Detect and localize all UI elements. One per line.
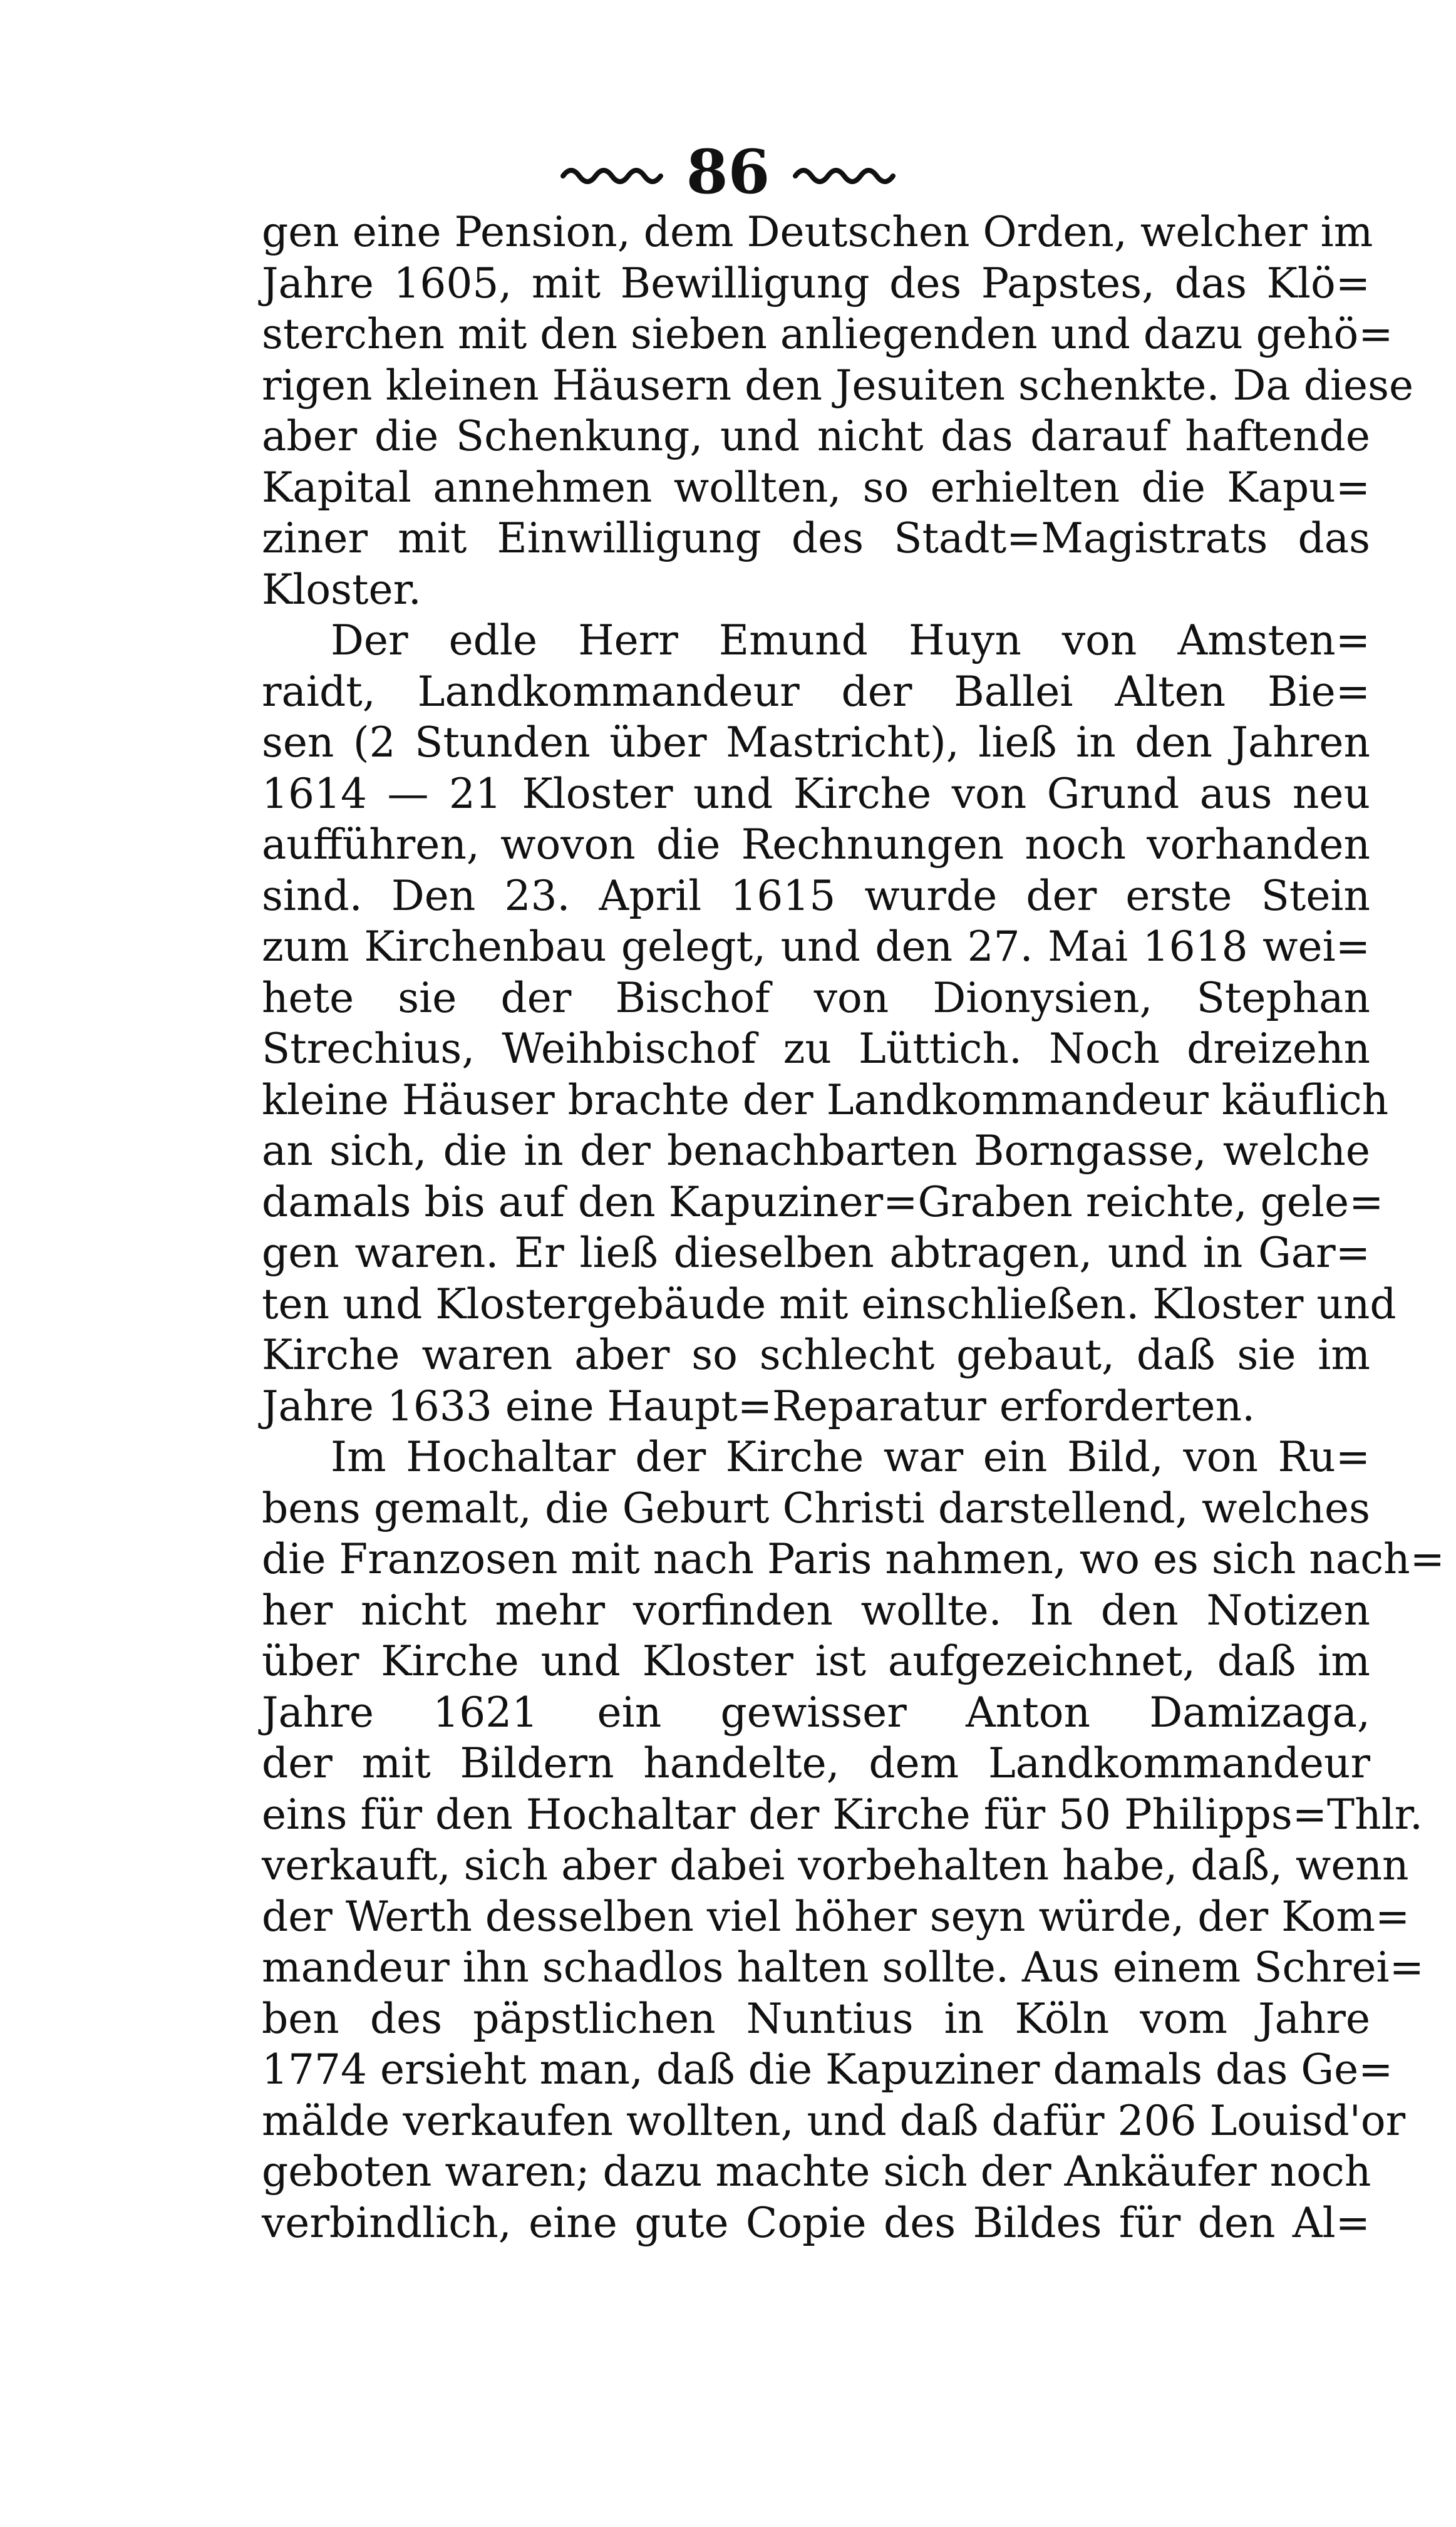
text-line-10: raidt, Landkommandeur der Ballei Alten Bie= [262, 667, 1370, 716]
page-header [0, 135, 1456, 210]
text-line-05: aber die Schenkung, und nicht das darauf haftende [262, 412, 1370, 460]
text-line-09: Der edle Herr Emund Huyn von Amsten= [331, 616, 1370, 664]
text-line-22: ten und Klostergebäude mit einschließen. Kloster und [262, 1279, 1397, 1328]
text-line-14: sind. Den 23. April 1615 wurde der erste Stein [262, 871, 1370, 920]
text-line-02: Jahre 1605, mit Bewilligung des Papstes, das Klö= [262, 259, 1370, 307]
text-line-35: mandeur ihn schadlos halten sollte. Aus einem Schrei= [262, 1943, 1424, 1992]
left-wave-ornament [560, 160, 666, 185]
text-line-03: sterchen mit den sieben anliegenden und dazu gehö= [262, 310, 1393, 358]
text-line-04: rigen kleinen Häusern den Jesuiten schenkte. Da diese [262, 361, 1414, 410]
text-line-27: die Franzosen mit nach Paris nahmen, wo es sich nach= [262, 1535, 1445, 1583]
text-line-32: eins für den Hochaltar der Kirche für 50 Philipps=Thlr. [262, 1790, 1423, 1839]
text-line-15: zum Kirchenbau gelegt, und den 27. Mai 1618 wei= [262, 922, 1370, 971]
text-line-18: kleine Häuser brachte der Landkommandeur käuflich [262, 1075, 1389, 1124]
text-line-19: an sich, die in der benachbarten Borngasse, welche [262, 1127, 1370, 1175]
text-line-31: der mit Bildern handelte, dem Landkommandeur [262, 1739, 1370, 1787]
right-wave-ornament [790, 160, 896, 185]
body-text [262, 207, 1445, 2248]
text-line-26: bens gemalt, die Geburt Christi darstellend, welches [262, 1484, 1370, 1532]
text-line-39: geboten waren; dazu machte sich der Ankäufer noch [262, 2147, 1371, 2196]
text-line-29: über Kirche und Kloster ist aufgezeichnet, daß im [262, 1637, 1370, 1685]
text-line-40: verbindlich, eine gute Copie des Bildes für den Al= [262, 2198, 1370, 2247]
text-line-01: gen eine Pension, dem Deutschen Orden, welcher im [262, 208, 1373, 256]
text-line-06: Kapital annehmen wollten, so erhielten die Kapu= [262, 463, 1370, 512]
text-line-24: Jahre 1633 eine Haupt=Reparatur erforderten. [262, 1382, 1256, 1430]
text-line-23: Kirche waren aber so schlecht gebaut, daß sie im [262, 1331, 1370, 1379]
left-ornament-icon [560, 160, 666, 185]
text-line-34: der Werth desselben viel höher seyn würde, der Kom= [262, 1892, 1410, 1941]
text-line-20: damals bis auf den Kapuziner=Graben reichte, gele= [262, 1177, 1384, 1226]
text-line-12: 1614 — 21 Kloster und Kirche von Grund aus neu [262, 769, 1370, 818]
text-line-07: ziner mit Einwilligung des Stadt=Magistrats das [262, 514, 1370, 562]
right-ornament-icon [790, 160, 896, 185]
text-line-08: Kloster. [262, 565, 421, 614]
text-line-36: ben des päpstlichen Nuntius in Köln vom Jahre [262, 1994, 1370, 2043]
text-line-30: Jahre 1621 ein gewisser Anton Damizaga, [262, 1688, 1370, 1737]
text-line-21: gen waren. Er ließ dieselben abtragen, und in Gar= [262, 1229, 1370, 1277]
text-line-38: mälde verkaufen wollten, und daß dafür 206 Louisd'or [262, 2096, 1406, 2145]
text-line-28: her nicht mehr vorfinden wollte. In den Notizen [262, 1586, 1370, 1635]
text-line-13: aufführen, wovon die Rechnungen noch vorhanden [262, 820, 1370, 869]
text-line-16: hete sie der Bischof von Dionysien, Stephan [262, 973, 1370, 1022]
text-line-33: verkauft, sich aber dabei vorbehalten habe, daß, wenn [262, 1841, 1409, 1889]
text-line-37: 1774 ersieht man, daß die Kapuziner damals das Ge= [262, 2045, 1393, 2094]
text-line-25: Im Hochaltar der Kirche war ein Bild, von Ru= [331, 1433, 1370, 1481]
text-line-11: sen (2 Stunden über Mastricht), ließ in den Jahren [262, 718, 1370, 767]
text-line-17: Strechius, Weihbischof zu Lüttich. Noch dreizehn [262, 1025, 1370, 1073]
page-number: 86 [686, 137, 770, 207]
